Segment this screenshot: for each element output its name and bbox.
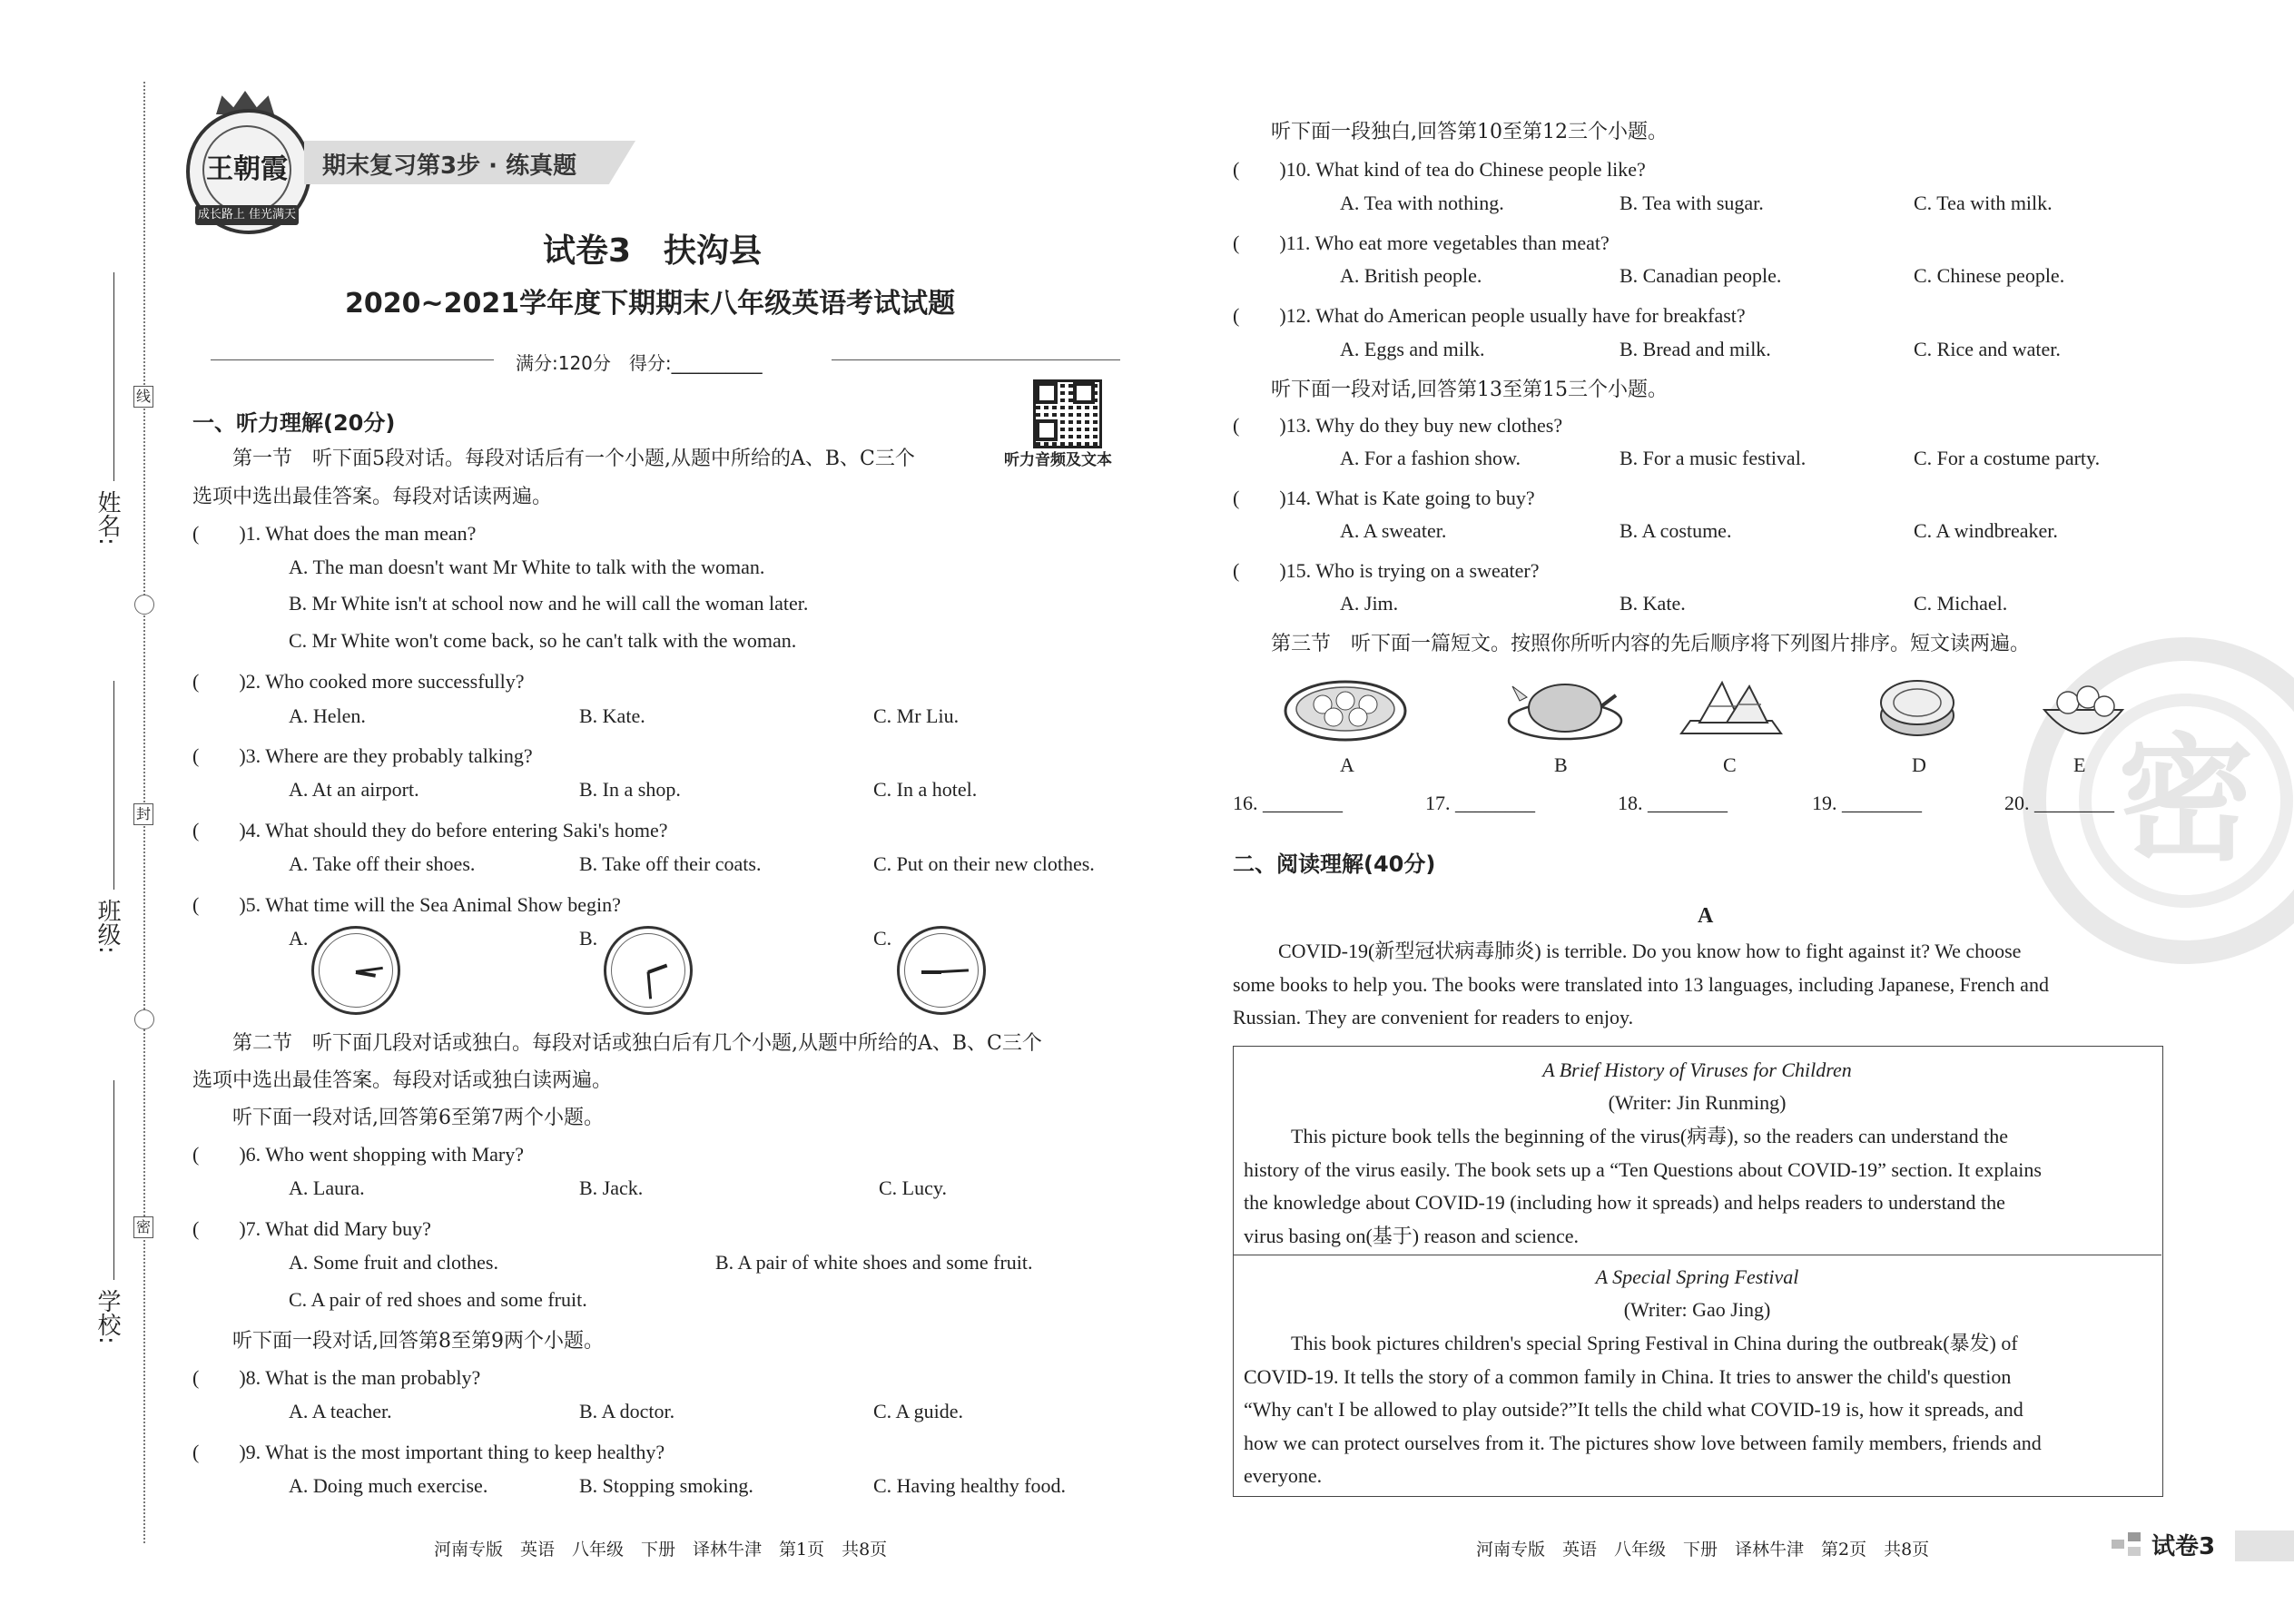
option: B. <box>579 927 598 950</box>
answer-blank-18[interactable]: 18. ________ <box>1618 792 1728 814</box>
listen-instruction: 听下面一段对话,回答第13至第15三个小题。 <box>1271 379 1668 401</box>
listen-instruction: 听下面一段对话,回答第8至第9两个小题。 <box>232 1330 604 1353</box>
mooncake-icon <box>1872 670 1963 743</box>
option: B. A costume. <box>1620 519 1732 542</box>
question-15: ( )15. Who is trying on a sweater? <box>1233 559 1540 582</box>
desc-line: This book pictures children's special Spring Festival in China during the outbreak(暴发) of <box>1291 1332 2018 1354</box>
option: C. Lucy. <box>879 1176 947 1199</box>
listen-instruction: 听下面一段对话,回答第6至第7两个小题。 <box>232 1107 604 1129</box>
paper-tag: 试卷3 <box>2151 1533 2216 1560</box>
answer-blank-17[interactable]: 17. ________ <box>1425 792 1535 814</box>
option: A. A teacher. <box>289 1400 392 1422</box>
option: C. For a costume party. <box>1914 447 2101 469</box>
question-6: ( )6. Who went shopping with Mary? <box>192 1143 524 1166</box>
option: C. Rice and water. <box>1914 338 2061 360</box>
book1-writer: (Writer: Jin Runming) <box>1608 1091 1787 1114</box>
page-footer: 河南专版 英语 八年级 下册 译林牛津 第1页 共8页 <box>434 1540 888 1560</box>
desc-line: This picture book tells the beginning of the virus(病毒), so the readers can understand the <box>1291 1125 2008 1147</box>
option: C. Michael. <box>1914 592 2008 615</box>
book1-description <box>1244 1120 2151 1253</box>
question-2: ( )2. Who cooked more successfully? <box>192 670 525 693</box>
qr-corner <box>1036 382 1058 404</box>
qr-label: 听力音频及文本 <box>1004 451 1112 469</box>
corner-dots <box>2128 1532 2141 1541</box>
passage-letter: A <box>1698 904 1714 928</box>
school-field[interactable] <box>113 1080 114 1280</box>
part2-intro: 第二节 听下面几段对话或独白。每段对话或独白后有几个小题,从题中所给的A、B、C三个 <box>232 1032 1042 1055</box>
intro-line: Russian. They are convenient for readers to enjoy. <box>1233 1006 1634 1029</box>
option: B. Stopping smoking. <box>579 1474 753 1497</box>
question-4: ( )4. What should they do before entering Saki's home? <box>192 819 668 842</box>
corner-bar <box>2235 1530 2294 1561</box>
option: B. Mr White isn't at school now and he will call the woman later. <box>289 592 809 615</box>
logo-text: 王朝霞 <box>202 125 291 214</box>
score-line: 满分:120分 得分:__________ <box>516 352 763 374</box>
option: A. <box>289 927 309 950</box>
option: C. A guide. <box>873 1400 964 1422</box>
option: C. Mr Liu. <box>873 704 960 727</box>
question-1: ( )1. What does the man mean? <box>192 522 477 545</box>
seal-char-feng: 封 <box>133 803 153 825</box>
option: A. The man doesn't want Mr White to talk with the woman. <box>289 556 765 578</box>
part1-intro: 选项中选出最佳答案。每段对话读两遍。 <box>192 486 553 508</box>
option: B. A pair of white shoes and some fruit. <box>715 1251 1033 1274</box>
option: A. British people. <box>1340 264 1482 287</box>
desc-line: everyone. <box>1244 1464 1323 1487</box>
picture-label: D <box>1912 753 1926 776</box>
step-banner: 期末复习第3步 · 练真题 <box>322 153 577 180</box>
clock-icon <box>897 926 986 1015</box>
option: A. For a fashion show. <box>1340 447 1521 469</box>
option: C. <box>873 927 892 950</box>
clock-icon <box>604 926 693 1015</box>
option: C. A windbreaker. <box>1914 519 2058 542</box>
question-12: ( )12. What do American people usually have for breakfast? <box>1233 304 1746 327</box>
name-label: 姓名: <box>94 490 121 546</box>
question-11: ( )11. Who eat more vegetables than meat? <box>1233 231 1610 254</box>
section-title-listening: 一、听力理解(20分) <box>192 410 396 436</box>
picture-label: A <box>1340 753 1354 776</box>
tangyuan-bowl-icon <box>2033 670 2133 743</box>
desc-line: how we can protect ourselves from it. The pictures show love between family members, friends and <box>1244 1431 2042 1454</box>
option: B. Tea with sugar. <box>1620 192 1764 214</box>
option: B. Canadian people. <box>1620 264 1782 287</box>
option: C. Having healthy food. <box>873 1474 1067 1497</box>
question-14: ( )14. What is Kate going to buy? <box>1233 487 1535 509</box>
answer-blank-16[interactable]: 16. ________ <box>1233 792 1343 814</box>
picture-label: C <box>1723 753 1737 776</box>
binding-hole-icon <box>134 1009 154 1029</box>
qr-corner <box>1036 419 1058 441</box>
class-label: 班级: <box>94 899 121 954</box>
divider <box>832 359 1120 360</box>
part3-intro: 第三节 听下面一篇短文。按照你所听内容的先后顺序将下列图片排序。短文读两遍。 <box>1271 633 2031 655</box>
question-10: ( )10. What kind of tea do Chinese people like? <box>1233 158 1646 181</box>
corner-dots <box>2128 1547 2141 1556</box>
desc-line: COVID-19. It tells the story of a common family in China. It tries to answer the child's question <box>1244 1364 2012 1388</box>
option: A. Eggs and milk. <box>1340 338 1485 360</box>
part2-intro: 选项中选出最佳答案。每段对话或独白读两遍。 <box>192 1069 613 1092</box>
option: A. A sweater. <box>1340 519 1447 542</box>
option: A. Doing much exercise. <box>289 1474 488 1497</box>
book2-writer: (Writer: Gao Jing) <box>1623 1298 1771 1321</box>
dumplings-plate-icon <box>1282 670 1409 743</box>
class-field[interactable] <box>113 681 114 890</box>
name-field[interactable] <box>113 272 114 481</box>
seal-char-mi: 密 <box>133 1216 153 1238</box>
answer-blank-20[interactable]: 20. ________ <box>2004 792 2114 814</box>
option: C. Tea with milk. <box>1914 192 2053 214</box>
zongzi-icon <box>1672 670 1790 743</box>
option: B. For a music festival. <box>1620 447 1807 469</box>
book2-description <box>1244 1327 2151 1493</box>
section-title-reading: 二、阅读理解(40分) <box>1233 851 1436 877</box>
option: B. Jack. <box>579 1176 644 1199</box>
option: B. A doctor. <box>579 1400 675 1422</box>
seal-char-xian: 线 <box>133 386 153 408</box>
option: B. Bread and milk. <box>1620 338 1771 360</box>
desc-line: “Why can't I be allowed to play outside?”It tells the child what COVID-19 is, how it spreads, and <box>1244 1398 2023 1421</box>
desc-line: history of the virus easily. The book sets up a “Ten Questions about COVID-19” section. It explains <box>1244 1157 2042 1181</box>
book1-title: A Brief History of Viruses for Children <box>1542 1058 1852 1081</box>
option: A. Tea with nothing. <box>1340 192 1504 214</box>
answer-blank-19[interactable]: 19. ________ <box>1812 792 1922 814</box>
option: A. Helen. <box>289 704 366 727</box>
option: A. Some fruit and clothes. <box>289 1251 498 1274</box>
paper-title: 试卷3 扶沟县 <box>543 232 763 270</box>
paper-subtitle: 2020~2021学年度下期期末八年级英语考试试题 <box>345 288 956 320</box>
option: B. Kate. <box>1620 592 1686 615</box>
roast-chicken-icon <box>1500 670 1627 743</box>
divider <box>211 359 494 360</box>
picture-label: E <box>2073 753 2086 776</box>
option: C. In a hotel. <box>873 778 978 801</box>
qr-corner <box>1073 382 1095 404</box>
option: A. Take off their shoes. <box>289 852 476 875</box>
logo-ribbon: 成长路上 佳光满天 <box>195 205 299 225</box>
option: B. In a shop. <box>579 778 681 801</box>
book2-title: A Special Spring Festival <box>1595 1265 1799 1288</box>
binding-hole-icon <box>134 595 154 615</box>
picture-label: B <box>1554 753 1568 776</box>
clock-icon <box>311 926 400 1015</box>
desc-line: the knowledge about COVID-19 (including how it spreads) and helps readers to understand the <box>1244 1191 2005 1214</box>
corner-dots <box>2112 1540 2124 1549</box>
option: B. Take off their coats. <box>579 852 762 875</box>
watermark-seal-inner: 密 <box>2079 694 2293 908</box>
intro-line: some books to help you. The books were translated into 13 languages, including Japanese, French and <box>1233 972 2049 996</box>
option: C. Put on their new clothes. <box>873 852 1095 875</box>
question-7: ( )7. What did Mary buy? <box>192 1217 431 1240</box>
question-3: ( )3. Where are they probably talking? <box>192 744 533 767</box>
option: C. A pair of red shoes and some fruit. <box>289 1288 587 1311</box>
question-13: ( )13. Why do they buy new clothes? <box>1233 414 1563 437</box>
question-8: ( )8. What is the man probably? <box>192 1366 481 1389</box>
option: C. Mr White won't come back, so he can't talk with the woman. <box>289 629 797 652</box>
desc-line: virus basing on(基于) reason and science. <box>1244 1224 1580 1247</box>
option: C. Chinese people. <box>1914 264 2065 287</box>
option: B. Kate. <box>579 704 645 727</box>
listen-instruction: 听下面一段独白,回答第10至第12三个小题。 <box>1271 121 1668 143</box>
option: A. Laura. <box>289 1176 365 1199</box>
question-9: ( )9. What is the most important thing to keep healthy? <box>192 1441 665 1463</box>
option: A. Jim. <box>1340 592 1399 615</box>
option: A. At an airport. <box>289 778 419 801</box>
question-5: ( )5. What time will the Sea Animal Show begin? <box>192 893 621 916</box>
intro-line: COVID-19(新型冠状病毒肺炎) is terrible. Do you know how to fight against it? We choose <box>1278 940 2022 962</box>
school-label: 学校: <box>94 1289 121 1344</box>
page-footer: 河南专版 英语 八年级 下册 译林牛津 第2页 共8页 <box>1476 1540 1930 1560</box>
passage-intro <box>1233 935 2177 1035</box>
part1-intro: 第一节 听下面5段对话。每段对话后有一个小题,从题中所给的A、B、C三个 <box>232 448 915 470</box>
